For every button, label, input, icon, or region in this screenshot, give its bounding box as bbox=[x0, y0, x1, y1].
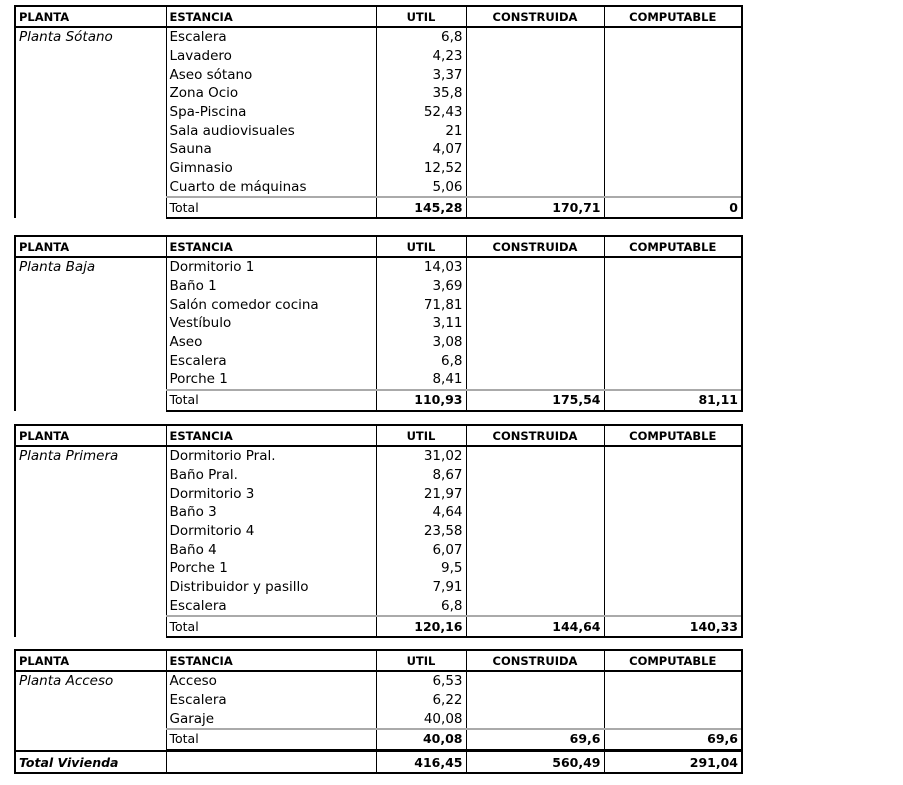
header-util: UTIL bbox=[376, 6, 466, 27]
header-planta: PLANTA bbox=[15, 6, 166, 27]
section-table bbox=[14, 235, 741, 412]
computable-cell bbox=[604, 351, 742, 370]
estancia-cell: Sala audiovisuales bbox=[166, 121, 376, 140]
header-construida: CONSTRUIDA bbox=[466, 425, 604, 446]
estancia-cell: Porche 1 bbox=[166, 370, 376, 390]
total-computable: 81,11 bbox=[604, 390, 742, 411]
estancia-cell: Baño 1 bbox=[166, 277, 376, 296]
grand-total-label: Total Vivienda bbox=[15, 751, 166, 773]
computable-cell bbox=[604, 578, 742, 597]
header-util: UTIL bbox=[376, 650, 466, 671]
total-label: Total bbox=[166, 616, 376, 637]
header-util: UTIL bbox=[376, 425, 466, 446]
total-computable: 140,33 bbox=[604, 616, 742, 637]
computable-cell bbox=[604, 466, 742, 485]
computable-cell bbox=[604, 370, 742, 390]
total-label: Total bbox=[166, 197, 376, 218]
table-row bbox=[15, 671, 742, 691]
construida-cell bbox=[466, 277, 604, 296]
grand-total-empty bbox=[166, 751, 376, 773]
construida-cell bbox=[466, 333, 604, 352]
estancia-cell: Aseo bbox=[166, 333, 376, 352]
util-cell: 3,37 bbox=[376, 65, 466, 84]
construida-cell bbox=[466, 597, 604, 617]
computable-cell bbox=[604, 446, 742, 466]
total-label: Total bbox=[166, 390, 376, 411]
header-estancia: ESTANCIA bbox=[166, 6, 376, 27]
util-cell: 21 bbox=[376, 121, 466, 140]
util-cell: 12,52 bbox=[376, 159, 466, 178]
computable-cell bbox=[604, 484, 742, 503]
grand-total-computable: 291,04 bbox=[604, 751, 742, 773]
estancia-cell: Salón comedor cocina bbox=[166, 295, 376, 314]
computable-cell bbox=[604, 257, 742, 277]
grand-total-construida: 560,49 bbox=[466, 751, 604, 773]
header-planta: PLANTA bbox=[15, 650, 166, 671]
construida-cell bbox=[466, 559, 604, 578]
estancia-cell: Gimnasio bbox=[166, 159, 376, 178]
construida-cell bbox=[466, 178, 604, 198]
computable-cell bbox=[604, 671, 742, 691]
header-planta: PLANTA bbox=[15, 236, 166, 257]
util-cell: 6,8 bbox=[376, 27, 466, 47]
estancia-cell: Spa-Piscina bbox=[166, 103, 376, 122]
util-cell: 52,43 bbox=[376, 103, 466, 122]
table-row bbox=[15, 257, 742, 277]
total-util: 110,93 bbox=[376, 390, 466, 411]
estancia-cell: Dormitorio 4 bbox=[166, 522, 376, 541]
estancia-cell: Dormitorio 1 bbox=[166, 257, 376, 277]
computable-cell bbox=[604, 178, 742, 198]
construida-cell bbox=[466, 159, 604, 178]
header-estancia: ESTANCIA bbox=[166, 425, 376, 446]
computable-cell bbox=[604, 540, 742, 559]
util-cell: 14,03 bbox=[376, 257, 466, 277]
computable-cell bbox=[604, 65, 742, 84]
estancia-cell: Porche 1 bbox=[166, 559, 376, 578]
construida-cell bbox=[466, 503, 604, 522]
construida-cell bbox=[466, 121, 604, 140]
estancia-cell: Vestíbulo bbox=[166, 314, 376, 333]
estancia-cell: Dormitorio 3 bbox=[166, 484, 376, 503]
computable-cell bbox=[604, 597, 742, 617]
estancia-cell: Garaje bbox=[166, 709, 376, 729]
header-planta: PLANTA bbox=[15, 425, 166, 446]
construida-cell bbox=[466, 351, 604, 370]
util-cell: 6,22 bbox=[376, 691, 466, 710]
total-construida: 175,54 bbox=[466, 390, 604, 411]
total-label: Total bbox=[166, 729, 376, 750]
estancia-cell: Acceso bbox=[166, 671, 376, 691]
section-table bbox=[14, 5, 741, 219]
header-construida: CONSTRUIDA bbox=[466, 650, 604, 671]
construida-cell bbox=[466, 295, 604, 314]
total-construida: 170,71 bbox=[466, 197, 604, 218]
header-computable: COMPUTABLE bbox=[604, 425, 742, 446]
construida-cell bbox=[466, 47, 604, 66]
construida-cell bbox=[466, 671, 604, 691]
computable-cell bbox=[604, 159, 742, 178]
estancia-cell: Aseo sótano bbox=[166, 65, 376, 84]
construida-cell bbox=[466, 578, 604, 597]
computable-cell bbox=[604, 314, 742, 333]
construida-cell bbox=[466, 466, 604, 485]
computable-cell bbox=[604, 47, 742, 66]
util-cell: 40,08 bbox=[376, 709, 466, 729]
planta-name: Planta Acceso bbox=[15, 671, 166, 750]
total-util: 120,16 bbox=[376, 616, 466, 637]
computable-cell bbox=[604, 333, 742, 352]
construida-cell bbox=[466, 314, 604, 333]
computable-cell bbox=[604, 559, 742, 578]
construida-cell bbox=[466, 709, 604, 729]
estancia-cell: Baño 3 bbox=[166, 503, 376, 522]
total-util: 145,28 bbox=[376, 197, 466, 218]
construida-cell bbox=[466, 484, 604, 503]
computable-cell bbox=[604, 140, 742, 159]
estancia-cell: Baño 4 bbox=[166, 540, 376, 559]
util-cell: 31,02 bbox=[376, 446, 466, 466]
computable-cell bbox=[604, 522, 742, 541]
section-table bbox=[14, 424, 741, 638]
total-construida: 144,64 bbox=[466, 616, 604, 637]
util-cell: 23,58 bbox=[376, 522, 466, 541]
computable-cell bbox=[604, 295, 742, 314]
planta-name: Planta Primera bbox=[15, 446, 166, 637]
construida-cell bbox=[466, 446, 604, 466]
util-cell: 5,06 bbox=[376, 178, 466, 198]
grand-total-table bbox=[14, 750, 741, 774]
util-cell: 3,08 bbox=[376, 333, 466, 352]
computable-cell bbox=[604, 503, 742, 522]
util-cell: 8,41 bbox=[376, 370, 466, 390]
util-cell: 21,97 bbox=[376, 484, 466, 503]
util-cell: 4,23 bbox=[376, 47, 466, 66]
header-row bbox=[15, 6, 742, 27]
construida-cell bbox=[466, 84, 604, 103]
estancia-cell: Sauna bbox=[166, 140, 376, 159]
construida-cell bbox=[466, 257, 604, 277]
header-computable: COMPUTABLE bbox=[604, 236, 742, 257]
computable-cell bbox=[604, 103, 742, 122]
header-util: UTIL bbox=[376, 236, 466, 257]
util-cell: 3,69 bbox=[376, 277, 466, 296]
util-cell: 7,91 bbox=[376, 578, 466, 597]
util-cell: 71,81 bbox=[376, 295, 466, 314]
total-construida: 69,6 bbox=[466, 729, 604, 750]
computable-cell bbox=[604, 84, 742, 103]
grand-total-util: 416,45 bbox=[376, 751, 466, 773]
header-construida: CONSTRUIDA bbox=[466, 236, 604, 257]
header-computable: COMPUTABLE bbox=[604, 6, 742, 27]
planta-name: Planta Sótano bbox=[15, 27, 166, 218]
estancia-cell: Lavadero bbox=[166, 47, 376, 66]
section-table bbox=[14, 649, 741, 751]
construida-cell bbox=[466, 140, 604, 159]
construida-cell bbox=[466, 691, 604, 710]
util-cell: 6,07 bbox=[376, 540, 466, 559]
construida-cell bbox=[466, 370, 604, 390]
computable-cell bbox=[604, 709, 742, 729]
util-cell: 35,8 bbox=[376, 84, 466, 103]
computable-cell bbox=[604, 691, 742, 710]
estancia-cell: Zona Ocio bbox=[166, 84, 376, 103]
construida-cell bbox=[466, 522, 604, 541]
computable-cell bbox=[604, 277, 742, 296]
construida-cell bbox=[466, 103, 604, 122]
total-util: 40,08 bbox=[376, 729, 466, 750]
computable-cell bbox=[604, 27, 742, 47]
grand-total-row bbox=[15, 751, 742, 773]
header-estancia: ESTANCIA bbox=[166, 236, 376, 257]
total-computable: 0 bbox=[604, 197, 742, 218]
estancia-cell: Escalera bbox=[166, 351, 376, 370]
util-cell: 6,53 bbox=[376, 671, 466, 691]
util-cell: 6,8 bbox=[376, 597, 466, 617]
estancia-cell: Escalera bbox=[166, 597, 376, 617]
table-row bbox=[15, 27, 742, 47]
table-row bbox=[15, 446, 742, 466]
util-cell: 9,5 bbox=[376, 559, 466, 578]
planta-name: Planta Baja bbox=[15, 257, 166, 411]
estancia-cell: Escalera bbox=[166, 27, 376, 47]
estancia-cell: Escalera bbox=[166, 691, 376, 710]
construida-cell bbox=[466, 65, 604, 84]
header-row bbox=[15, 650, 742, 671]
estancia-cell: Cuarto de máquinas bbox=[166, 178, 376, 198]
util-cell: 4,64 bbox=[376, 503, 466, 522]
header-computable: COMPUTABLE bbox=[604, 650, 742, 671]
header-row bbox=[15, 425, 742, 446]
total-computable: 69,6 bbox=[604, 729, 742, 750]
computable-cell bbox=[604, 121, 742, 140]
util-cell: 4,07 bbox=[376, 140, 466, 159]
util-cell: 6,8 bbox=[376, 351, 466, 370]
header-construida: CONSTRUIDA bbox=[466, 6, 604, 27]
estancia-cell: Dormitorio Pral. bbox=[166, 446, 376, 466]
header-estancia: ESTANCIA bbox=[166, 650, 376, 671]
estancia-cell: Baño Pral. bbox=[166, 466, 376, 485]
estancia-cell: Distribuidor y pasillo bbox=[166, 578, 376, 597]
header-row bbox=[15, 236, 742, 257]
construida-cell bbox=[466, 540, 604, 559]
util-cell: 8,67 bbox=[376, 466, 466, 485]
construida-cell bbox=[466, 27, 604, 47]
util-cell: 3,11 bbox=[376, 314, 466, 333]
